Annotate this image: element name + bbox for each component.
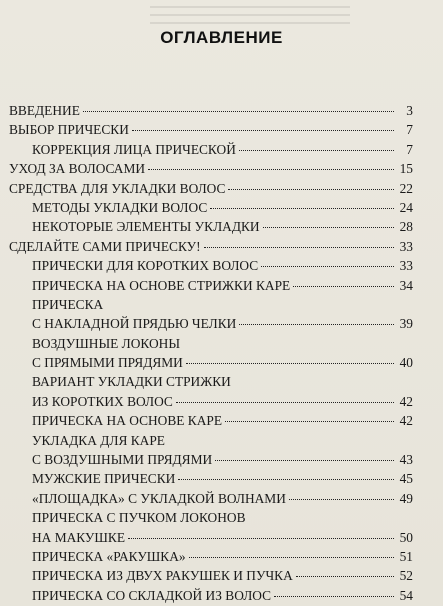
toc-dot-leader — [263, 227, 394, 228]
toc-dot-leader — [204, 247, 394, 248]
toc-dot-leader — [296, 576, 394, 577]
toc-entry-title: ВАРИАНТ УКЛАДКИ СТРИЖКИ — [32, 374, 231, 390]
toc-entry-title: С ВОЗДУШНЫМИ ПРЯДЯМИ — [32, 452, 213, 468]
toc-dot-leader — [128, 538, 394, 539]
toc-dot-leader — [261, 266, 394, 267]
toc-page-number: 33 — [399, 238, 413, 254]
toc-entry-title: ВЫБОР ПРИЧЕСКИ — [9, 122, 129, 138]
toc-page-number: 34 — [399, 277, 413, 293]
toc-page-number: 7 — [406, 122, 413, 138]
toc-entry-title: СДЕЛАЙТЕ САМИ ПРИЧЕСКУ! — [9, 238, 201, 254]
toc-entry-title: С НАКЛАДНОЙ ПРЯДЬЮ ЧЕЛКИ — [32, 316, 237, 332]
toc-dot-leader — [239, 150, 394, 151]
toc-page-number: 22 — [399, 180, 413, 196]
toc-entry-title: ПРИЧЕСКА «РАКУШКА» — [32, 548, 186, 564]
toc-page-number: 42 — [399, 413, 413, 429]
toc-entry[interactable] — [9, 508, 413, 527]
toc-entry-title: ПРИЧЕСКА ИЗ ДВУХ РАКУШЕК И ПУЧКА — [32, 568, 293, 584]
toc-page-number: 28 — [399, 219, 413, 235]
toc-entry[interactable] — [9, 431, 413, 450]
toc-entry[interactable] — [9, 101, 413, 120]
toc-dot-leader — [289, 499, 394, 500]
toc-entry[interactable] — [9, 159, 413, 178]
toc-entry-title: С ПРЯМЫМИ ПРЯДЯМИ — [32, 355, 183, 371]
page-title: ОГЛАВЛЕНИЕ — [160, 28, 283, 47]
toc-entry[interactable] — [9, 198, 413, 217]
toc-entry[interactable] — [9, 256, 413, 275]
toc-entry[interactable] — [9, 586, 413, 605]
toc-entry[interactable] — [9, 276, 413, 295]
toc-page-number: 33 — [399, 258, 413, 274]
toc-entry-title: ВВЕДЕНИЕ — [9, 103, 80, 118]
toc-entry-title: СРЕДСТВА ДЛЯ УКЛАДКИ ВОЛОС — [9, 180, 226, 196]
toc-page-number: 42 — [399, 393, 413, 409]
toc-entry[interactable] — [9, 179, 413, 198]
toc-entry[interactable] — [9, 489, 413, 508]
toc-page-number: 50 — [399, 529, 413, 545]
toc-entry-title: НЕКОТОРЫЕ ЭЛЕМЕНТЫ УКЛАДКИ — [32, 219, 260, 235]
toc-entry-title: ПРИЧЕСКА НА ОСНОВЕ СТРИЖКИ КАРЕ — [32, 277, 291, 293]
toc-entry[interactable] — [9, 547, 413, 566]
toc-dot-leader — [210, 208, 394, 209]
toc-entry[interactable] — [9, 469, 413, 488]
toc-entry-title: МУЖСКИЕ ПРИЧЕСКИ — [32, 471, 176, 487]
toc-dot-leader — [83, 111, 394, 112]
toc-dot-leader — [178, 479, 394, 480]
toc-page-number: 54 — [399, 587, 413, 603]
toc-dot-leader — [215, 460, 394, 461]
toc-page-number: 51 — [399, 548, 413, 564]
show-through-text — [150, 0, 350, 30]
toc-entry[interactable] — [9, 120, 413, 139]
toc-page-number: 45 — [399, 471, 413, 487]
toc-page-number: 49 — [399, 490, 413, 506]
toc-page-number: 15 — [399, 161, 413, 177]
toc-page-number: 3 — [406, 103, 413, 118]
toc-entry-title: ПРИЧЕСКИ ДЛЯ КОРОТКИХ ВОЛОС — [32, 258, 259, 274]
toc-entry-title: ПРИЧЕСКА С ПУЧКОМ ЛОКОНОВ — [32, 510, 246, 526]
toc-entry[interactable] — [9, 295, 413, 314]
toc-dot-leader — [228, 189, 394, 190]
toc-dot-leader — [132, 130, 394, 131]
toc-dot-leader — [148, 169, 394, 170]
toc-entry-title: УХОД ЗА ВОЛОСАМИ — [9, 161, 146, 177]
toc-entry[interactable] — [9, 392, 413, 411]
toc-entry[interactable] — [9, 566, 413, 585]
toc-page-number: 40 — [399, 355, 413, 371]
toc-dot-leader — [186, 363, 394, 364]
toc-entry-title: ИЗ КОРОТКИХ ВОЛОС — [32, 393, 173, 409]
toc-entry-title: УКЛАДКА ДЛЯ КАРЕ — [32, 432, 165, 448]
toc-entry-title: ПРИЧЕСКА НА ОСНОВЕ КАРЕ — [32, 413, 223, 429]
toc-entry-title: ВОЗДУШНЫЕ ЛОКОНЫ — [32, 335, 181, 351]
toc-entry[interactable] — [9, 411, 413, 430]
toc-page-number: 7 — [406, 141, 413, 157]
toc-page-number: 24 — [399, 199, 413, 215]
table-of-contents — [9, 101, 413, 605]
toc-entry-title: «ПЛОЩАДКА» С УКЛАДКОЙ ВОЛНАМИ — [32, 490, 286, 506]
toc-entry[interactable] — [9, 372, 413, 391]
toc-entry-title: ПРИЧЕСКА СО СКЛАДКОЙ ИЗ ВОЛОС — [32, 587, 272, 603]
toc-entry[interactable] — [9, 528, 413, 547]
toc-entry[interactable] — [9, 314, 413, 333]
toc-entry[interactable] — [9, 217, 413, 236]
toc-entry[interactable] — [9, 237, 413, 256]
toc-page-number: 43 — [399, 452, 413, 468]
toc-entry[interactable] — [9, 450, 413, 469]
toc-entry-title: КОРРЕКЦИЯ ЛИЦА ПРИЧЕСКОЙ — [32, 141, 236, 157]
toc-entry-title: НА МАКУШКЕ — [32, 529, 126, 545]
toc-dot-leader — [176, 402, 394, 403]
toc-page-number: 39 — [399, 316, 413, 332]
toc-entry-title: МЕТОДЫ УКЛАДКИ ВОЛОС — [32, 199, 208, 215]
toc-dot-leader — [225, 421, 394, 422]
toc-dot-leader — [189, 557, 394, 558]
toc-dot-leader — [293, 286, 394, 287]
toc-entry[interactable] — [9, 334, 413, 353]
toc-entry[interactable] — [9, 140, 413, 159]
toc-dot-leader — [239, 324, 394, 325]
toc-entry[interactable] — [9, 353, 413, 372]
toc-entry-title: ПРИЧЕСКА — [32, 296, 104, 312]
toc-dot-leader — [274, 596, 394, 597]
toc-page-number: 52 — [399, 568, 413, 584]
